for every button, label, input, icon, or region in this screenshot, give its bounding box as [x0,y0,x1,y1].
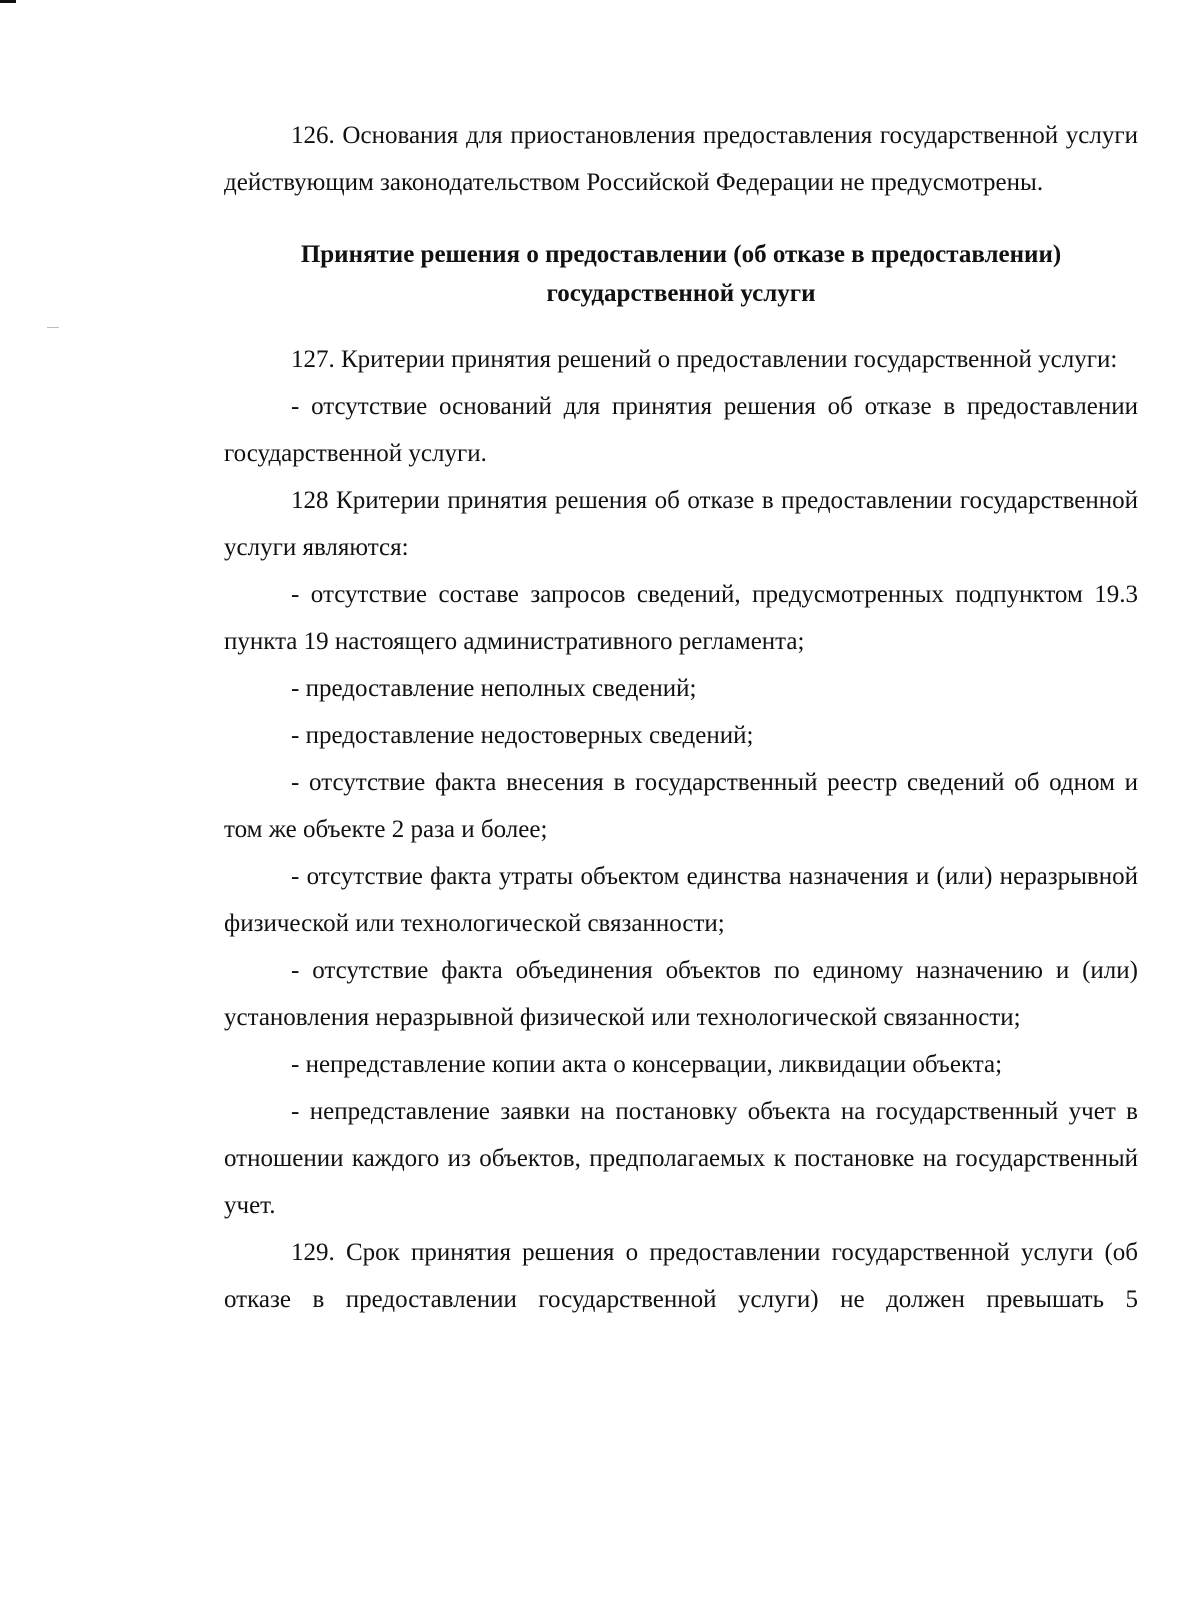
scan-speck [47,327,59,328]
paragraph-126: 126. Основания для приостановления предоставления государственной услуги действующим законодательством Российской Федерации не предусмотрены. [224,122,1138,196]
section-heading-line-2: государственной услуги [546,280,816,307]
paragraph-129: 129. Срок принятия решения о предоставлении государственной услуги (об отказе в предоставлении государственной услуги) не должен превышать 5 [224,1239,1138,1313]
list-item-128-3: - предоставление недостоверных сведений; [291,722,754,749]
scan-corner-mark [0,0,16,3]
paragraph-127: 127. Критерии принятия решений о предоставлении государственной услуги: [291,346,1118,373]
list-item-128-4: - отсутствие факта внесения в государственный реестр сведений об одном и том же объекте 2 раза и более; [224,769,1138,843]
list-item-128-2: - предоставление неполных сведений; [291,675,697,702]
list-item-128-1: - отсутствие составе запросов сведений, предусмотренных подпунктом 19.3 пункта 19 настоящего административного регламента; [224,581,1138,655]
list-item-128-8: - непредставление заявки на постановку объекта на государственный учет в отношении каждого из объектов, предполагаемых к постановке на государственный учет. [224,1098,1138,1219]
list-item-128-5: - отсутствие факта утраты объектом единства назначения и (или) неразрывной физической или технологической связанности; [224,863,1138,937]
list-item-128-7: - непредставление копии акта о консервации, ликвидации объекта; [291,1051,1003,1078]
list-item-128-6: - отсутствие факта объединения объектов по единому назначению и (или) установления неразрывной физической или технологической связанности; [224,957,1138,1031]
section-heading-line-1: Принятие решения о предоставлении (об отказе в предоставлении) [300,241,1062,268]
section-heading [224,235,1138,313]
paragraph-128: 128 Критерии принятия решения об отказе в предоставлении государственной услуги являются: [224,487,1138,561]
list-item-127-1: - отсутствие оснований для принятия решения об отказе в предоставлении государственной услуги. [224,393,1138,467]
document-body [224,112,1138,1323]
